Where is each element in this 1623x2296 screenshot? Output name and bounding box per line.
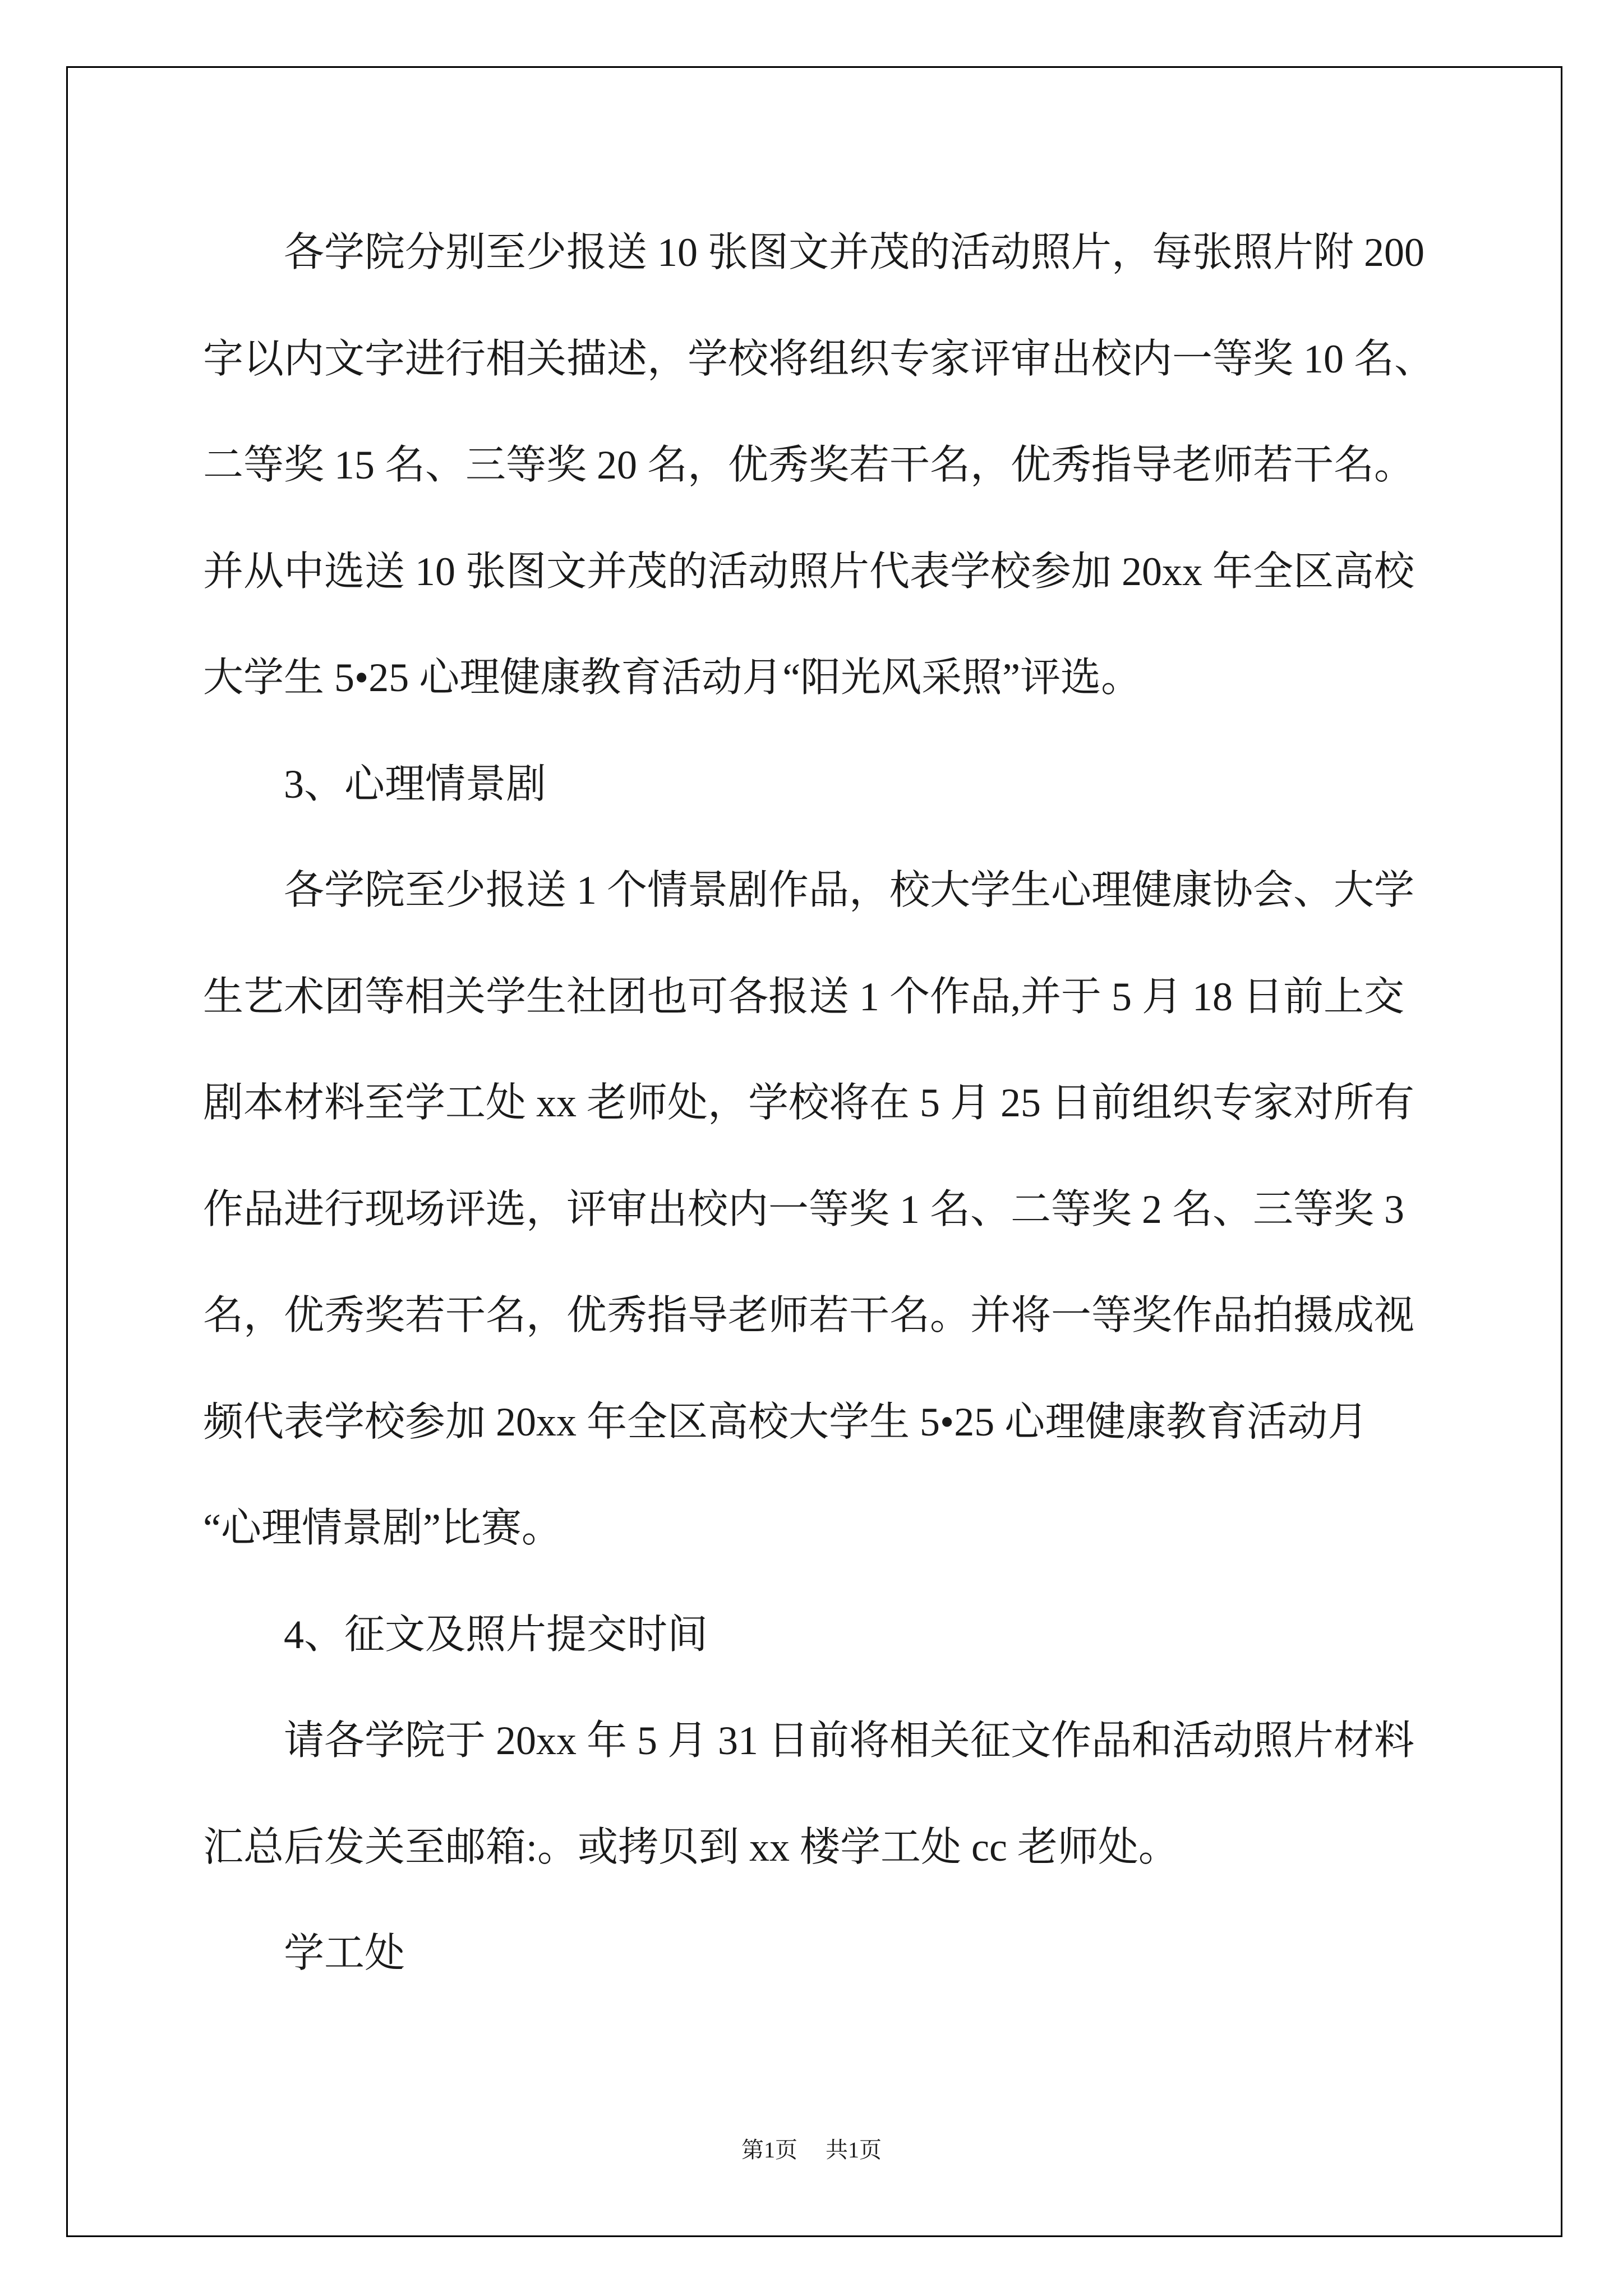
paragraph-photo-submission bbox=[203, 200, 1549, 731]
text-line: 频代表学校参加 20xx 年全区高校大学生 5•25 心理健康教育活动月 bbox=[203, 1399, 1368, 1444]
document-body bbox=[203, 200, 1549, 2007]
text-line: 大学生 5•25 心理健康教育活动月“阳光风采照”评选。 bbox=[203, 655, 1142, 700]
text-line: 二等奖 15 名、三等奖 20 名，优秀奖若干名，优秀指导老师若干名。 bbox=[203, 443, 1415, 487]
text-line: 汇总后发关至邮箱:。或拷贝到 xx 楼学工处 cc 老师处。 bbox=[203, 1824, 1179, 1870]
section-heading: 4、征文及照片提交时间 bbox=[284, 1612, 708, 1657]
page-number: 第1页 bbox=[741, 2137, 797, 2162]
section-heading-psych-drama bbox=[203, 731, 1549, 838]
text-line: 名，优秀奖若干名，优秀指导老师若干名。并将一等奖作品拍摄成视 bbox=[203, 1293, 1415, 1338]
text-line: “心理情景剧”比赛。 bbox=[203, 1506, 562, 1550]
section-heading-submission-time bbox=[203, 1582, 1549, 1688]
page-footer bbox=[0, 2137, 1623, 2163]
text-line: 字以内文字进行相关描述，学校将组织专家评审出校内一等奖 10 名、 bbox=[203, 336, 1435, 381]
text-line: 各学院至少报送 1 个情景剧作品，校大学生心理健康协会、大学 bbox=[284, 868, 1415, 913]
text-line: 请各学院于 20xx 年 5 月 31 日前将相关征文作品和活动照片材料 bbox=[284, 1718, 1415, 1763]
page-total: 共1页 bbox=[826, 2137, 882, 2162]
text-line: 作品进行现场评选，评审出校内一等奖 1 名、二等奖 2 名、三等奖 3 bbox=[203, 1186, 1405, 1232]
signature-issuer: 学工处 bbox=[284, 1931, 405, 1976]
signature-block bbox=[203, 1901, 1549, 2007]
text-line: 剧本材料至学工处 xx 老师处，学校将在 5 月 25 日前组织专家对所有 bbox=[203, 1080, 1415, 1125]
text-line: 生艺术团等相关学生社团也可各报送 1 个作品,并于 5 月 18 日前上交 bbox=[203, 974, 1405, 1019]
paragraph-psych-drama bbox=[203, 838, 1549, 1582]
text-line: 并从中选送 10 张图文并茂的活动照片代表学校参加 20xx 年全区高校 bbox=[203, 549, 1415, 594]
section-heading: 3、心理情景剧 bbox=[284, 761, 547, 807]
paragraph-submission-time bbox=[203, 1688, 1549, 1901]
text-line: 各学院分别至少报送 10 张图文并茂的活动照片，每张照片附 200 bbox=[284, 230, 1425, 275]
